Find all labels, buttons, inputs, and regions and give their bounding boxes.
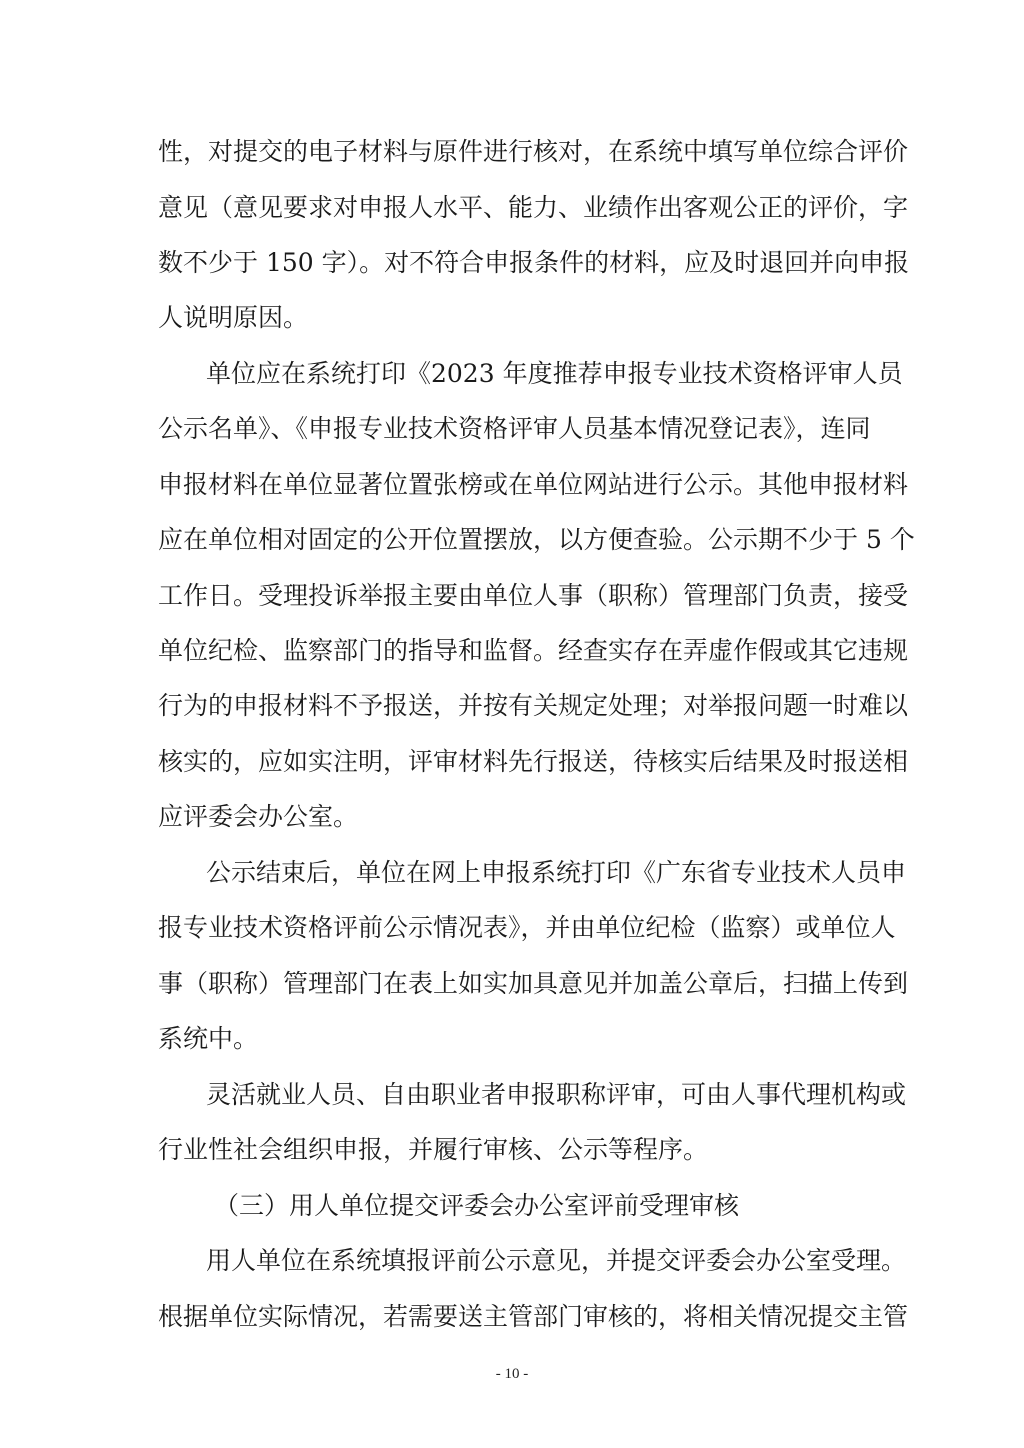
paragraph-line: 工作日。受理投诉举报主要由单位人事（职称）管理部门负责，接受 (158, 581, 909, 610)
paragraph-line: 报专业技术资格评前公示情况表》，并由单位纪检（监察）或单位人 (158, 913, 896, 942)
paragraph-line: 灵活就业人员、自由职业者申报职称评审，可由人事代理机构或 (206, 1080, 907, 1109)
paragraph-line: 公示名单》、《申报专业技术资格评审人员基本情况登记表》，连同 (158, 414, 871, 443)
page-number: - 10 - (495, 1366, 529, 1382)
section-heading: （三）用人单位提交评委会办公室评前受理审核 (214, 1191, 740, 1220)
paragraph-line: 用人单位在系统填报评前公示意见，并提交评委会办公室受理。 (206, 1246, 907, 1275)
paragraph-line: 根据单位实际情况，若需要送主管部门审核的，将相关情况提交主管 (158, 1302, 909, 1331)
paragraph-line: 单位应在系统打印《2023 年度推荐申报专业技术资格评审人员 (206, 359, 903, 388)
paragraph-line: 公示结束后，单位在网上申报系统打印《广东省专业技术人员申 (206, 858, 907, 887)
paragraph-line: 核实的，应如实注明，评审材料先行报送，待核实后结果及时报送相 (158, 747, 909, 776)
paragraph-line: 系统中。 (158, 1024, 259, 1053)
paragraph-line: 应在单位相对固定的公开位置摆放，以方便查验。公示期不少于 5 个 (158, 525, 915, 554)
paragraph-line: 事（职称）管理部门在表上如实加具意见并加盖公章后，扫描上传到 (158, 969, 909, 998)
paragraph-line: 单位纪检、监察部门的指导和监督。经查实存在弄虚作假或其它违规 (158, 636, 909, 665)
paragraph-line: 应评委会办公室。 (158, 802, 359, 831)
paragraph-line: 数不少于 150 字）。对不符合申报条件的材料，应及时退回并向申报 (158, 248, 910, 277)
paragraph-line: 意见（意见要求对申报人水平、能力、业绩作出客观公正的评价，字 (158, 193, 909, 222)
paragraph-line: 行为的申报材料不予报送，并按有关规定处理；对举报问题一时难以 (158, 691, 909, 720)
paragraph-line: 行业性社会组织申报，并履行审核、公示等程序。 (158, 1135, 709, 1164)
paragraph-line: 人说明原因。 (158, 303, 309, 332)
paragraph-line: 性，对提交的电子材料与原件进行核对，在系统中填写单位综合评价 (158, 137, 909, 166)
paragraph-line: 申报材料在单位显著位置张榜或在单位网站进行公示。其他申报材料 (158, 470, 909, 499)
